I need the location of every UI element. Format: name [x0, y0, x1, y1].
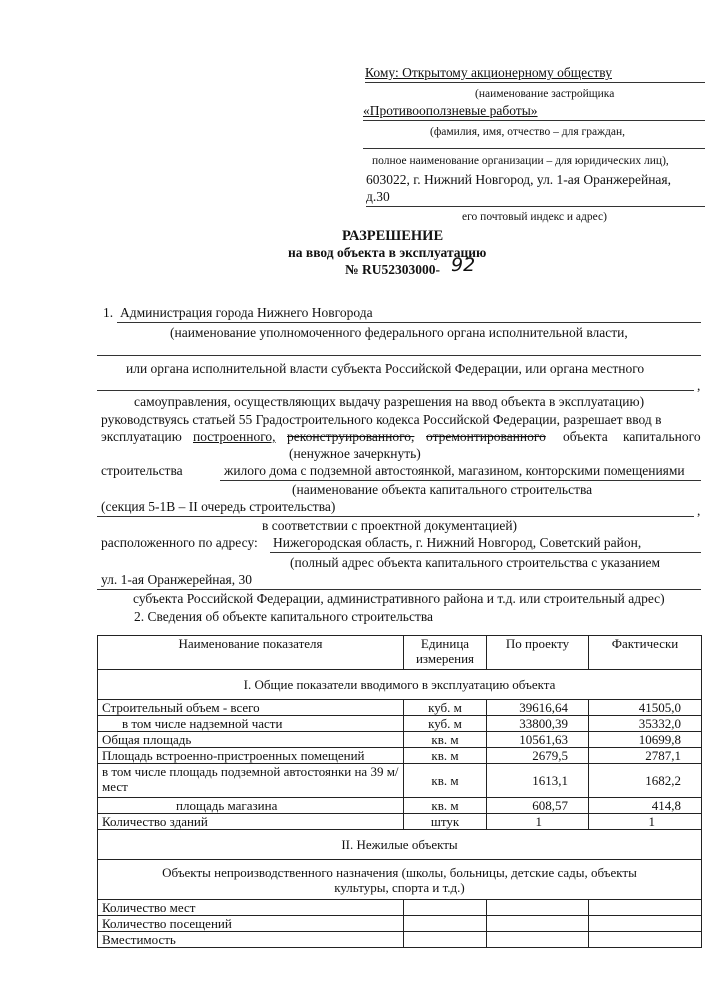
permit-number: № RU52303000-: [345, 262, 440, 277]
header-unit: Единица измерения: [404, 636, 487, 670]
row-name: Количество зданий: [98, 814, 404, 830]
guided-text-exploitation: эксплуатацию: [101, 429, 182, 444]
table-row: [98, 932, 702, 948]
rule: [97, 516, 694, 517]
row-name: Строительный объем - всего: [98, 700, 404, 716]
item2-heading: 2. Сведения об объекте капитального строительства: [134, 609, 434, 624]
option-repaired-struck: отремонтированного: [426, 429, 546, 444]
located-label: расположенного по адресу:: [101, 535, 258, 550]
header-fact: Фактически: [589, 636, 702, 670]
row-plan: [487, 932, 589, 948]
row-unit: [404, 916, 487, 932]
object-name: жилого дома с подземной автостоянкой, магазином, конторскими помещениями: [224, 463, 685, 478]
rule: [220, 480, 701, 481]
option-reconstructed-struck: реконструированного,: [287, 429, 415, 444]
row-fact: 1682,2: [589, 764, 702, 798]
row-unit: куб. м: [404, 700, 487, 716]
capital-word: капитального: [623, 429, 701, 444]
object-street: ул. 1-ая Оранжерейная, 30: [101, 572, 252, 587]
caption-developer: (наименование застройщика: [475, 88, 615, 100]
row-unit: кв. м: [404, 798, 487, 814]
row-name: в том числе площадь подземной автостоянки на 39 м/мест: [98, 764, 404, 798]
row-fact: 35332,0: [589, 716, 702, 732]
row-name: Количество посещений: [98, 916, 404, 932]
row-name: Общая площадь: [98, 732, 404, 748]
row-plan: 608,57: [487, 798, 589, 814]
object-section: (секция 5-1В – II очередь строительства): [101, 499, 336, 514]
caption-authority-2: или органа исполнительной власти субъекта Российской Федерации, или органа местного: [126, 361, 645, 376]
row-name: Вместимость: [98, 932, 404, 948]
rule: [97, 355, 701, 356]
table-row: [98, 748, 702, 764]
caption-object-name: (наименование объекта капитального строительства: [292, 482, 593, 497]
table-row: [98, 814, 702, 830]
addressee-to-line: Кому: Открытому акционерному обществу: [365, 65, 612, 80]
row-plan: [487, 916, 589, 932]
table-section-row: [98, 670, 702, 700]
row-name: площадь магазина: [98, 798, 404, 814]
row-fact: 1: [589, 814, 702, 830]
row-fact: [589, 932, 702, 948]
caption-authority-3: самоуправления, осуществляющих выдачу разрешения на ввод объекта в эксплуатацию): [134, 394, 645, 409]
row-fact: [589, 900, 702, 916]
row-unit: [404, 932, 487, 948]
caption-authority-1: (наименование уполномоченного федерального органа исполнительной власти,: [170, 325, 628, 340]
row-plan: 33800,39: [487, 716, 589, 732]
object-word: объекта: [563, 429, 608, 444]
section-general: I. Общие показатели вводимого в эксплуатацию объекта: [98, 670, 702, 700]
row-unit: кв. м: [404, 732, 487, 748]
header-plan: По проекту: [487, 636, 589, 670]
option-built: построенного,: [193, 429, 276, 444]
table-row: [98, 732, 702, 748]
object-info-table: [97, 635, 702, 948]
row-unit: [404, 900, 487, 916]
row-plan: 10561,63: [487, 732, 589, 748]
caption-location-2: субъекта Российской Федерации, административного района и т.д. или строительный адрес): [133, 591, 665, 606]
row-unit: куб. м: [404, 716, 487, 732]
table-row: [98, 900, 702, 916]
header-indicator: Наименование показателя: [98, 636, 404, 670]
row-name: в том числе надземной части: [98, 716, 404, 732]
table-section-row: [98, 830, 702, 860]
item1-number: 1.: [103, 305, 114, 320]
caption-org: полное наименование организации – для юридических лиц),: [372, 155, 669, 167]
rule: [97, 589, 701, 590]
row-plan: 39616,64: [487, 700, 589, 716]
rule: [365, 82, 705, 83]
row-plan: 1: [487, 814, 589, 830]
row-name: Площадь встроенно-пристроенных помещений: [98, 748, 404, 764]
rule: [363, 148, 705, 149]
rule: [270, 552, 701, 553]
document-title: РАЗРЕШЕНИЕ: [342, 228, 444, 244]
addressee-company: «Противооползневые работы»: [363, 103, 538, 118]
table-row: [98, 716, 702, 732]
row-plan: [487, 900, 589, 916]
subsection-nonproduction: Объекты непроизводственного назначения (школы, больницы, детские сады, объекты культуры, спорта и т.д.): [98, 860, 702, 900]
row-name: Количество мест: [98, 900, 404, 916]
rule: [117, 322, 701, 323]
caption-strike-unneeded: (ненужное зачеркнуть): [289, 446, 421, 461]
row-fact: 414,8: [589, 798, 702, 814]
caption-project: в соответствии с проектной документацией): [262, 518, 518, 533]
row-unit: кв. м: [404, 764, 487, 798]
row-fact: 2787,1: [589, 748, 702, 764]
rule: [97, 390, 694, 391]
document-subtitle: на ввод объекта в эксплуатацию: [288, 245, 487, 260]
object-location: Нижегородская область, г. Нижний Новгород, Советский район,: [273, 535, 642, 550]
rule: [366, 206, 705, 207]
caption-postal: его почтовый индекс и адрес): [462, 211, 607, 223]
table-row: [98, 700, 702, 716]
addressee-address-line1: 603022, г. Нижний Новгород, ул. 1-ая Оранжерейная,: [366, 172, 672, 187]
table-row: [98, 916, 702, 932]
row-plan: 1613,1: [487, 764, 589, 798]
comma: ,: [697, 378, 701, 393]
row-unit: штук: [404, 814, 487, 830]
construction-word: строительства: [101, 463, 183, 478]
row-fact: [589, 916, 702, 932]
rule: [363, 120, 705, 121]
row-plan: 2679,5: [487, 748, 589, 764]
row-fact: 41505,0: [589, 700, 702, 716]
handwritten-number: 92: [451, 254, 476, 276]
table-header-row: [98, 636, 702, 670]
table-row: [98, 764, 702, 798]
table-row: [98, 798, 702, 814]
guided-text-line1: руководствуясь статьей 55 Градостроительного кодекса Российской Федерации, разрешает ввод в: [101, 412, 662, 427]
comma: ,: [697, 503, 701, 518]
table-subsection-row: [98, 860, 702, 900]
caption-fio: (фамилия, имя, отчество – для граждан,: [430, 126, 626, 138]
row-unit: кв. м: [404, 748, 487, 764]
addressee-address-line2: д.30: [366, 189, 390, 204]
row-fact: 10699,8: [589, 732, 702, 748]
section-nonresidential: II. Нежилые объекты: [98, 830, 702, 860]
authority-name: Администрация города Нижнего Новгорода: [120, 305, 373, 320]
caption-location-1: (полный адрес объекта капитального строительства с указанием: [290, 555, 661, 570]
